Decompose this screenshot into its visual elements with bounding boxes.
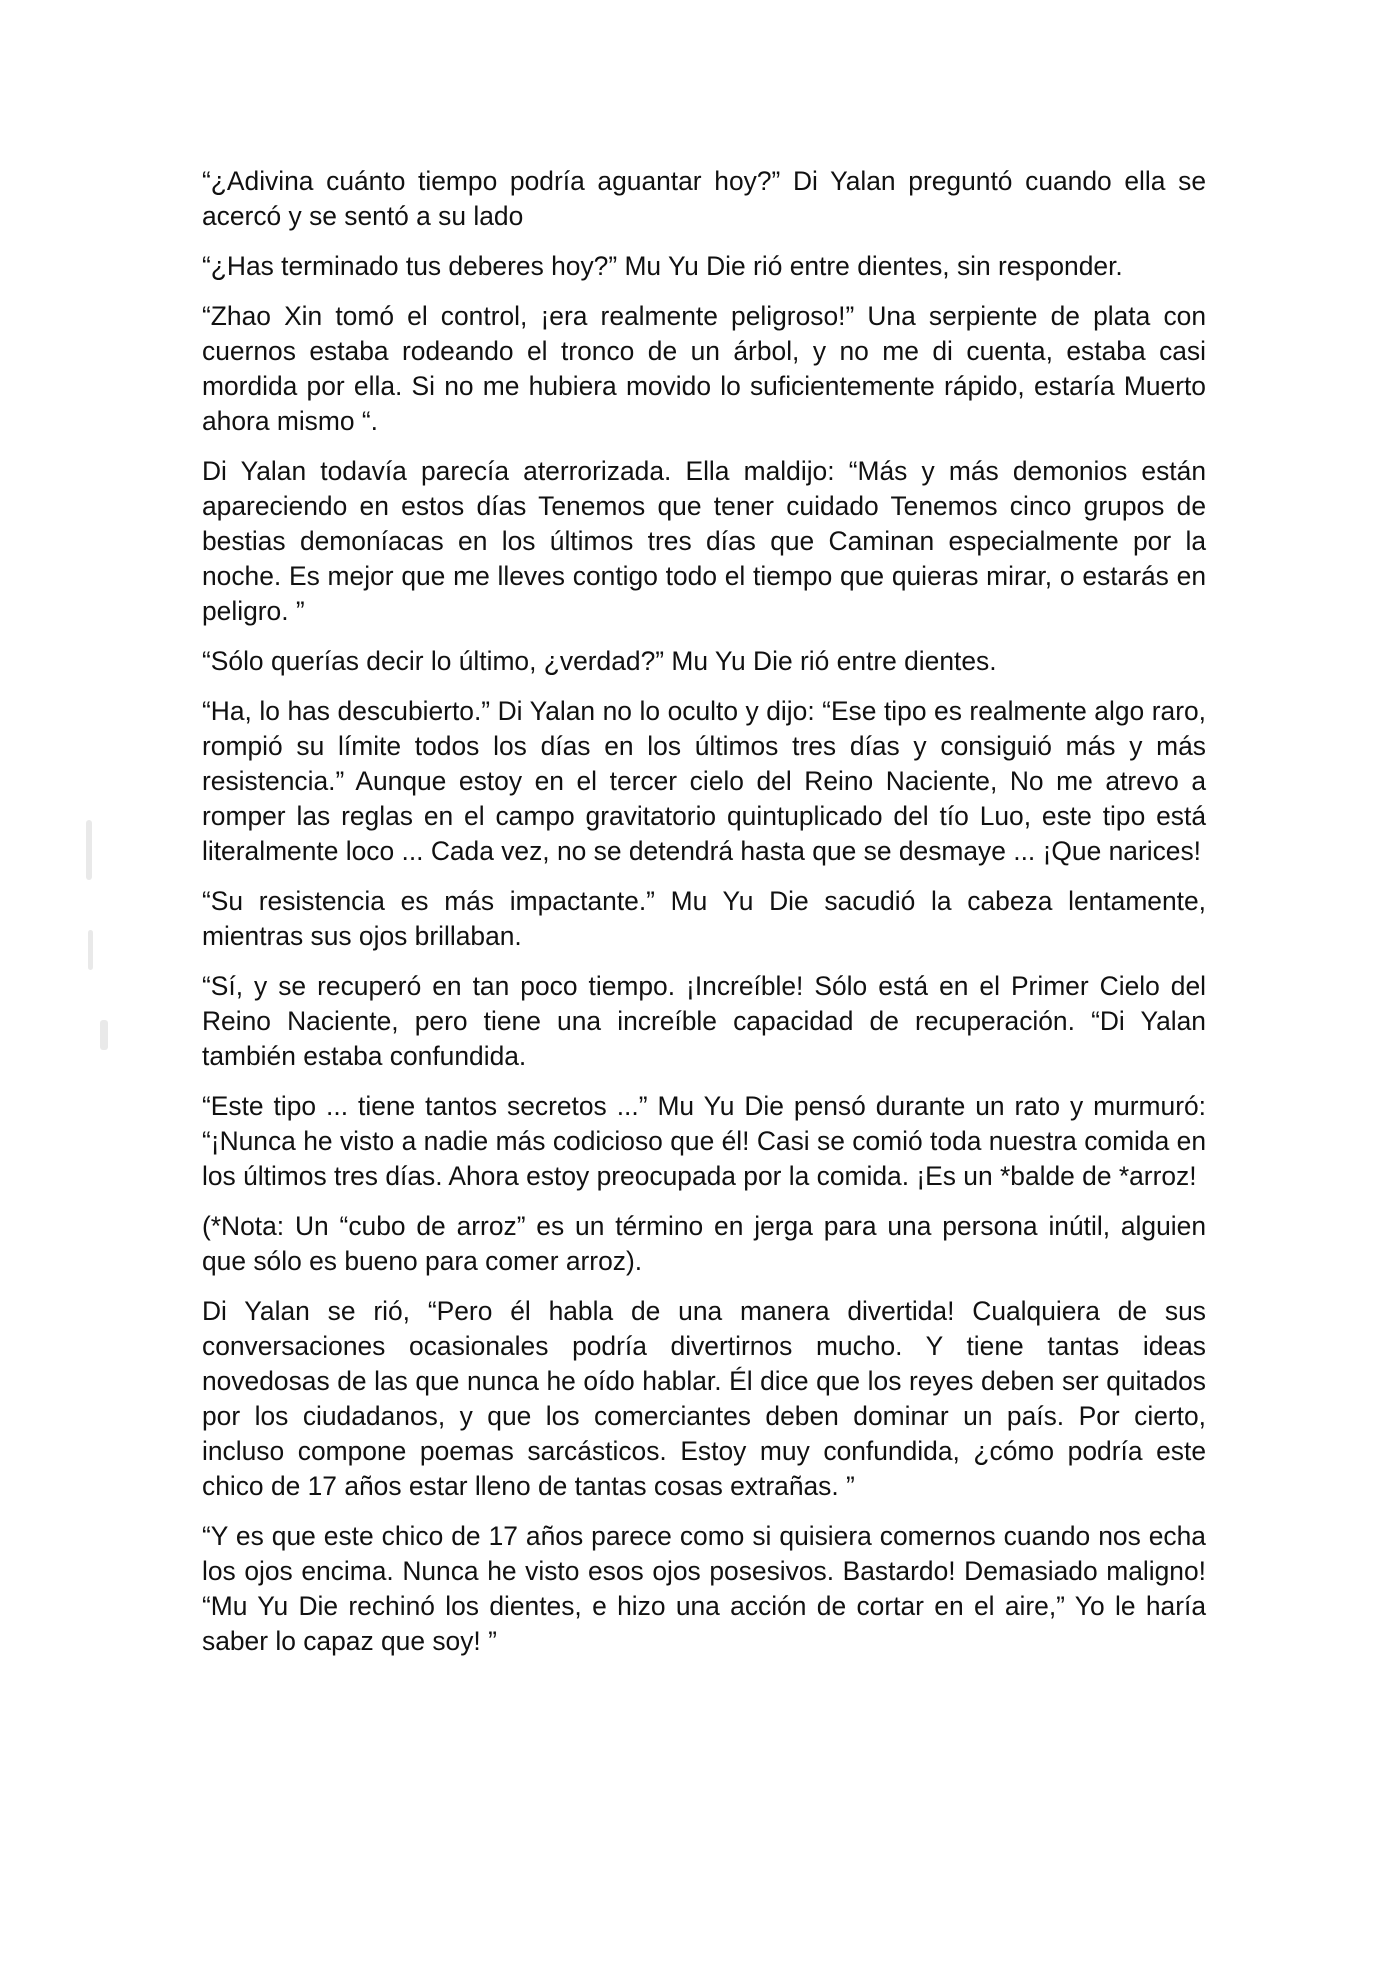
paragraph: “Este tipo ... tiene tantos secretos ...” Mu Yu Die pensó durante un rato y murmuró: “¡Nunca he visto a nadie más codicioso que él! Casi se comió toda nuestra comida en los últimos tres días. Ahora estoy preocupada por la comida. ¡Es un *balde de *arroz!	[202, 1091, 1206, 1191]
paragraph: “Su resistencia es más impactante.” Mu Yu Die sacudió la cabeza lentamente, mientras sus ojos brillaban.	[202, 886, 1206, 951]
paragraph: “¿Has terminado tus deberes hoy?” Mu Yu Die rió entre dientes, sin responder.	[202, 251, 1123, 281]
scan-artifact-mark	[86, 820, 92, 880]
paragraph: Di Yalan se rió, “Pero él habla de una manera divertida! Cualquiera de sus conversaciones ocasionales podría divertirnos mucho. Y tiene tantas ideas novedosas de las que nunca he oído hablar. Él dice que los reyes deben ser quitados por los ciudadanos, y que los comerciantes deben dominar un país. Por cierto, incluso compone poemas sarcásticos. Estoy muy confundida, ¿cómo podría este chico de 17 años estar lleno de tantas cosas extrañas. ”	[202, 1296, 1206, 1501]
paragraph: “Ha, lo has descubierto.” Di Yalan no lo oculto y dijo: “Ese tipo es realmente algo raro, rompió su límite todos los días en los últimos tres días y consiguió más y más resistencia.” Aunque estoy en el tercer cielo del Reino Naciente, No me atrevo a romper las reglas en el campo gravitatorio quintuplicado del tío Luo, este tipo está literalmente loco ... Cada vez, no se detendrá hasta que se desmaye ... ¡Que narices!	[202, 696, 1206, 866]
paragraph: Di Yalan todavía parecía aterrorizada. Ella maldijo: “Más y más demonios están apareciendo en estos días Tenemos que tener cuidado Tenemos cinco grupos de bestias demoníacas en los últimos tres días que Caminan especialmente por la noche. Es mejor que me lleves contigo todo el tiempo que quieras mirar, o estarás en peligro. ”	[202, 456, 1206, 626]
scan-artifact-mark	[88, 930, 93, 970]
paragraph: “Y es que este chico de 17 años parece como si quisiera comernos cuando nos echa los ojos encima. Nunca he visto esos ojos posesivos. Bastardo! Demasiado maligno! “Mu Yu Die rechinó los dientes, e hizo una acción de cortar en el aire,” Yo le haría saber lo capaz que soy! ”	[202, 1521, 1206, 1656]
paragraph: “Sí, y se recuperó en tan poco tiempo. ¡Increíble! Sólo está en el Primer Cielo del Reino Naciente, pero tiene una increíble capacidad de recuperación. “Di Yalan también estaba confundida.	[202, 971, 1206, 1071]
paragraph: (*Nota: Un “cubo de arroz” es un término en jerga para una persona inútil, alguien que sólo es bueno para comer arroz).	[202, 1211, 1206, 1276]
paragraph: “Zhao Xin tomó el control, ¡era realmente peligroso!” Una serpiente de plata con cuernos estaba rodeando el tronco de un árbol, y no me di cuenta, estaba casi mordida por ella. Si no me hubiera movido lo suficientemente rápido, estaría Muerto ahora mismo “.	[202, 301, 1206, 436]
scan-artifact-mark	[100, 1020, 108, 1050]
paragraph: “Sólo querías decir lo último, ¿verdad?” Mu Yu Die rió entre dientes.	[202, 646, 997, 676]
document-body	[202, 164, 1206, 1674]
paragraph: “¿Adivina cuánto tiempo podría aguantar hoy?” Di Yalan preguntó cuando ella se acercó y se sentó a su lado	[202, 166, 1206, 231]
